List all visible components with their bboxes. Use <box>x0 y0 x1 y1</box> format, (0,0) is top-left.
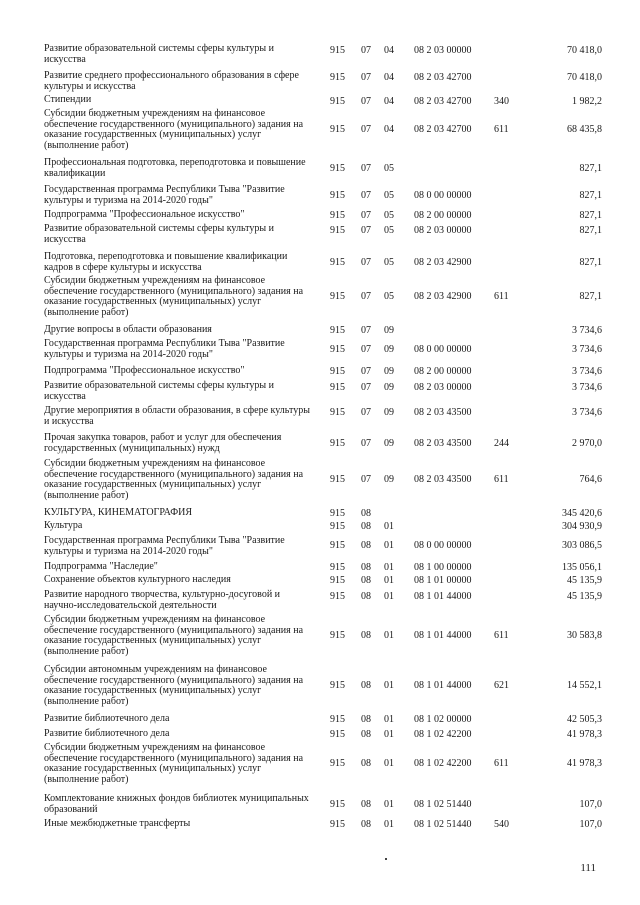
code-subsection: 09 <box>384 382 394 393</box>
code-ved: 915 <box>330 438 345 449</box>
code-section: 07 <box>361 257 371 268</box>
row-amount: 1 982,2 <box>572 96 602 107</box>
code-target-article: 08 1 01 44000 <box>414 630 472 641</box>
code-expense-type: 611 <box>494 758 509 769</box>
code-subsection: 01 <box>384 714 394 725</box>
code-subsection: 01 <box>384 540 394 551</box>
row-name: Комплектование книжных фондов библиотек муниципальных образований <box>44 793 309 815</box>
code-target-article: 08 1 01 44000 <box>414 680 472 691</box>
code-subsection: 05 <box>384 190 394 201</box>
code-target-article: 08 2 00 00000 <box>414 366 472 377</box>
code-ved: 915 <box>330 680 345 691</box>
code-section: 08 <box>361 508 371 519</box>
row-name: Субсидии бюджетным учреждениям на финансовое обеспечение государственного (муниципального) задания на оказание государственных (муниципальных) услуг (выполнение работ) <box>44 458 304 501</box>
code-subsection: 05 <box>384 225 394 236</box>
code-ved: 915 <box>330 521 345 532</box>
row-amount: 70 418,0 <box>567 45 602 56</box>
code-ved: 915 <box>330 163 345 174</box>
code-target-article: 08 2 03 00000 <box>414 45 472 56</box>
code-ved: 915 <box>330 630 345 641</box>
code-subsection: 01 <box>384 680 394 691</box>
code-target-article: 08 1 02 00000 <box>414 714 472 725</box>
row-amount: 3 734,6 <box>572 382 602 393</box>
code-target-article: 08 2 03 42700 <box>414 124 472 135</box>
code-section: 07 <box>361 407 371 418</box>
row-amount: 41 978,3 <box>567 758 602 769</box>
row-amount: 3 734,6 <box>572 366 602 377</box>
code-expense-type: 611 <box>494 291 509 302</box>
code-subsection: 01 <box>384 630 394 641</box>
code-target-article: 08 1 02 51440 <box>414 799 472 810</box>
code-section: 07 <box>361 124 371 135</box>
row-name: КУЛЬТУРА, КИНЕМАТОГРАФИЯ <box>44 507 192 518</box>
page-number: 111 <box>580 862 596 874</box>
row-name: Подпрограмма "Наследие" <box>44 561 158 572</box>
code-target-article: 08 1 01 00000 <box>414 575 472 586</box>
code-target-article: 08 2 03 00000 <box>414 382 472 393</box>
code-target-article: 08 2 03 42700 <box>414 96 472 107</box>
code-section: 07 <box>361 344 371 355</box>
speck <box>385 858 387 860</box>
row-name: Подпрограмма "Профессиональное искусство" <box>44 209 245 220</box>
code-ved: 915 <box>330 758 345 769</box>
row-amount: 41 978,3 <box>567 729 602 740</box>
code-target-article: 08 1 02 42200 <box>414 729 472 740</box>
row-amount: 2 970,0 <box>572 438 602 449</box>
row-amount: 827,1 <box>579 225 602 236</box>
code-subsection: 04 <box>384 72 394 83</box>
code-expense-type: 611 <box>494 630 509 641</box>
row-amount: 45 135,9 <box>567 591 602 602</box>
row-amount: 107,0 <box>579 799 602 810</box>
code-ved: 915 <box>330 799 345 810</box>
code-subsection: 05 <box>384 291 394 302</box>
code-section: 07 <box>361 438 371 449</box>
code-subsection: 05 <box>384 210 394 221</box>
code-subsection: 01 <box>384 819 394 830</box>
row-amount: 30 583,8 <box>567 630 602 641</box>
code-subsection: 01 <box>384 575 394 586</box>
code-section: 08 <box>361 562 371 573</box>
code-section: 07 <box>361 72 371 83</box>
code-section: 08 <box>361 714 371 725</box>
row-name: Развитие образовательной системы сферы культуры и искусства <box>44 223 274 245</box>
code-section: 08 <box>361 819 371 830</box>
code-ved: 915 <box>330 72 345 83</box>
code-target-article: 08 1 01 44000 <box>414 591 472 602</box>
code-ved: 915 <box>330 366 345 377</box>
row-name: Субсидии бюджетным учреждениям на финансовое обеспечение государственного (муниципального) задания на оказание государственных (муниципальных) услуг (выполнение работ) <box>44 614 304 657</box>
row-name: Государственная программа Республики Тыва "Развитие культуры и туризма на 2014-2020 годы" <box>44 535 285 557</box>
code-target-article: 08 1 00 00000 <box>414 562 472 573</box>
code-expense-type: 621 <box>494 680 509 691</box>
code-expense-type: 244 <box>494 438 509 449</box>
row-name: Государственная программа Республики Тыва "Развитие культуры и туризма на 2014-2020 годы" <box>44 184 285 206</box>
row-name: Государственная программа Республики Тыва "Развитие культуры и туризма на 2014-2020 годы" <box>44 338 285 360</box>
row-amount: 3 734,6 <box>572 344 602 355</box>
code-section: 07 <box>361 210 371 221</box>
code-target-article: 08 2 03 00000 <box>414 225 472 236</box>
row-amount: 3 734,6 <box>572 407 602 418</box>
row-name: Сохранение объектов культурного наследия <box>44 574 231 585</box>
code-ved: 915 <box>330 291 345 302</box>
code-section: 07 <box>361 325 371 336</box>
code-section: 08 <box>361 575 371 586</box>
code-target-article: 08 2 03 42900 <box>414 257 472 268</box>
code-subsection: 09 <box>384 438 394 449</box>
row-name: Подпрограмма "Профессиональное искусство" <box>44 365 245 376</box>
code-section: 07 <box>361 225 371 236</box>
code-ved: 915 <box>330 96 345 107</box>
row-name: Другие вопросы в области образования <box>44 324 212 335</box>
row-amount: 764,6 <box>579 474 602 485</box>
code-section: 07 <box>361 382 371 393</box>
code-ved: 915 <box>330 190 345 201</box>
code-section: 08 <box>361 591 371 602</box>
code-subsection: 01 <box>384 758 394 769</box>
row-amount: 135 056,1 <box>562 562 602 573</box>
code-ved: 915 <box>330 591 345 602</box>
row-amount: 345 420,6 <box>562 508 602 519</box>
code-target-article: 08 2 03 42700 <box>414 72 472 83</box>
code-target-article: 08 0 00 00000 <box>414 190 472 201</box>
row-amount: 827,1 <box>579 163 602 174</box>
code-target-article: 08 2 03 42900 <box>414 291 472 302</box>
row-amount: 3 734,6 <box>572 325 602 336</box>
code-target-article: 08 1 02 51440 <box>414 819 472 830</box>
code-section: 07 <box>361 96 371 107</box>
code-ved: 915 <box>330 819 345 830</box>
code-subsection: 05 <box>384 163 394 174</box>
row-name: Иные межбюджетные трансферты <box>44 818 191 829</box>
code-ved: 915 <box>330 325 345 336</box>
row-name: Профессиональная подготовка, переподготовка и повышение квалификации <box>44 157 306 179</box>
code-ved: 915 <box>330 344 345 355</box>
code-ved: 915 <box>330 562 345 573</box>
code-subsection: 09 <box>384 325 394 336</box>
code-subsection: 01 <box>384 799 394 810</box>
row-name: Развитие народного творчества, культурно-досуговой и научно-исследовательской деятельности <box>44 589 281 611</box>
row-name: Развитие образовательной системы сферы культуры и искусства <box>44 43 274 65</box>
row-name: Субсидии бюджетным учреждениям на финансовое обеспечение государственного (муниципального) задания на оказание государственных (муниципальных) услуг (выполнение работ) <box>44 275 304 318</box>
row-amount: 827,1 <box>579 190 602 201</box>
row-amount: 14 552,1 <box>567 680 602 691</box>
code-subsection: 05 <box>384 257 394 268</box>
code-ved: 915 <box>330 124 345 135</box>
code-section: 07 <box>361 366 371 377</box>
code-section: 07 <box>361 190 371 201</box>
code-subsection: 09 <box>384 474 394 485</box>
code-section: 08 <box>361 799 371 810</box>
code-section: 07 <box>361 291 371 302</box>
row-name: Развитие среднего профессионального образования в сфере культуры и искусства <box>44 70 299 92</box>
row-name: Прочая закупка товаров, работ и услуг для обеспечения государственных (муниципальных) нужд <box>44 432 282 454</box>
code-subsection: 01 <box>384 729 394 740</box>
code-section: 07 <box>361 474 371 485</box>
code-ved: 915 <box>330 729 345 740</box>
row-amount: 304 930,9 <box>562 521 602 532</box>
row-name: Развитие библиотечного дела <box>44 713 170 724</box>
code-section: 07 <box>361 163 371 174</box>
code-ved: 915 <box>330 474 345 485</box>
row-amount: 303 086,5 <box>562 540 602 551</box>
code-target-article: 08 0 00 00000 <box>414 344 472 355</box>
row-amount: 42 505,3 <box>567 714 602 725</box>
code-target-article: 08 2 03 43500 <box>414 438 472 449</box>
code-target-article: 08 2 03 43500 <box>414 407 472 418</box>
code-subsection: 01 <box>384 562 394 573</box>
code-subsection: 01 <box>384 521 394 532</box>
code-subsection: 04 <box>384 124 394 135</box>
row-name: Развитие образовательной системы сферы культуры и искусства <box>44 380 274 402</box>
code-subsection: 09 <box>384 344 394 355</box>
code-subsection: 09 <box>384 366 394 377</box>
code-target-article: 08 2 03 43500 <box>414 474 472 485</box>
code-target-article: 08 0 00 00000 <box>414 540 472 551</box>
row-name: Подготовка, переподготовка и повышение квалификации кадров в сфере культуры и искусства <box>44 251 288 273</box>
row-amount: 68 435,8 <box>567 124 602 135</box>
code-ved: 915 <box>330 508 345 519</box>
code-section: 08 <box>361 680 371 691</box>
code-section: 07 <box>361 45 371 56</box>
code-subsection: 09 <box>384 407 394 418</box>
code-subsection: 04 <box>384 45 394 56</box>
row-name: Субсидии бюджетным учреждениям на финансовое обеспечение государственного (муниципального) задания на оказание государственных (муниципальных) услуг (выполнение работ) <box>44 742 304 785</box>
row-name: Субсидии бюджетным учреждениям на финансовое обеспечение государственного (муниципального) задания на оказание государственных (муниципальных) услуг (выполнение работ) <box>44 108 304 151</box>
row-name: Субсидии автономным учреждениям на финансовое обеспечение государственного (муниципального) задания на оказание государственных (муниципальных) услуг (выполнение работ) <box>44 664 304 707</box>
row-amount: 70 418,0 <box>567 72 602 83</box>
row-name: Стипендии <box>44 94 92 105</box>
code-ved: 915 <box>330 45 345 56</box>
code-section: 08 <box>361 729 371 740</box>
code-section: 08 <box>361 540 371 551</box>
row-amount: 45 135,9 <box>567 575 602 586</box>
row-name: Другие мероприятия в области образования, в сфере культуры и искусства <box>44 405 310 427</box>
row-amount: 827,1 <box>579 257 602 268</box>
code-ved: 915 <box>330 382 345 393</box>
row-amount: 107,0 <box>579 819 602 830</box>
row-name: Культура <box>44 520 83 531</box>
code-subsection: 01 <box>384 591 394 602</box>
code-expense-type: 611 <box>494 124 509 135</box>
code-ved: 915 <box>330 407 345 418</box>
code-section: 08 <box>361 630 371 641</box>
code-ved: 915 <box>330 714 345 725</box>
code-target-article: 08 2 00 00000 <box>414 210 472 221</box>
row-amount: 827,1 <box>579 210 602 221</box>
code-section: 08 <box>361 758 371 769</box>
code-ved: 915 <box>330 540 345 551</box>
code-expense-type: 340 <box>494 96 509 107</box>
code-ved: 915 <box>330 210 345 221</box>
code-expense-type: 540 <box>494 819 509 830</box>
code-ved: 915 <box>330 225 345 236</box>
code-section: 08 <box>361 521 371 532</box>
row-name: Развитие библиотечного дела <box>44 728 170 739</box>
code-ved: 915 <box>330 257 345 268</box>
code-target-article: 08 1 02 42200 <box>414 758 472 769</box>
row-amount: 827,1 <box>579 291 602 302</box>
code-ved: 915 <box>330 575 345 586</box>
code-subsection: 04 <box>384 96 394 107</box>
code-expense-type: 611 <box>494 474 509 485</box>
